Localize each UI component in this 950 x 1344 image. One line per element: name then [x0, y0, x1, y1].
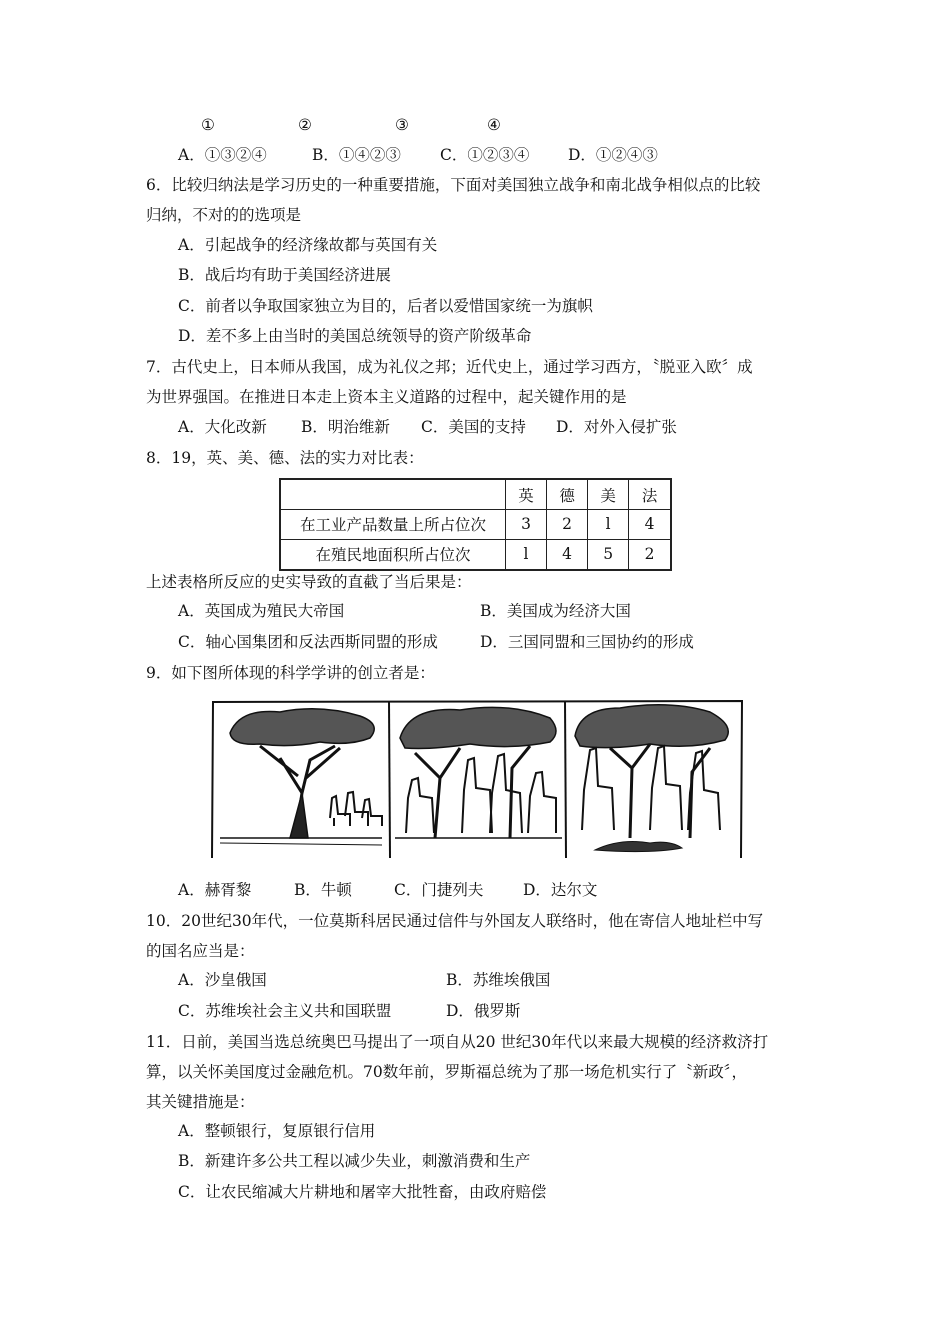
table-header-cell: 美: [588, 479, 629, 510]
table-header-cell: [280, 479, 506, 510]
power-comparison-table: [279, 478, 672, 571]
panel-3-giraffes: [582, 746, 720, 830]
q6-option-d: D．差不多上由当时的美国总统领导的资产阶级革命: [178, 327, 532, 345]
q10-option-a: A．沙皇俄国: [178, 971, 267, 989]
giraffe-evolution-figure: [210, 698, 744, 862]
q6-option-c: C．前者以争取国家独立为目的，后者以爱惜国家统一为旗帜: [178, 297, 593, 315]
q6-stem-line1: 6．比较归纳法是学习历史的一种重要措施，下面对美国独立战争和南北战争相似点的比较: [146, 176, 761, 194]
panel-3-dead-giraffe: [595, 842, 682, 852]
q6-stem-line2: 归纳，不对的的选项是: [146, 206, 302, 224]
circle-1: ①: [201, 116, 215, 134]
table-row: [280, 510, 671, 540]
circle-2: ②: [298, 116, 312, 134]
q7-option-c: C．美国的支持: [421, 418, 526, 436]
q11-stem-line2: 算，以关怀美国度过金融危机。70数年前，罗斯福总统为了那一场危机实行了〝新政〞，: [146, 1063, 747, 1081]
q11-stem-line1: 11．日前，美国当选总统奥巴马提出了一项自从20 世纪30年代以来最大规模的经济救济打: [146, 1033, 769, 1051]
circle-4: ④: [487, 116, 501, 134]
q11-option-c: C．让农民缩减大片耕地和屠宰大批牲畜，由政府赔偿: [178, 1183, 547, 1201]
q10-option-c: C．苏维埃社会主义共和国联盟: [178, 1002, 392, 1020]
table-cell: l: [506, 539, 547, 570]
table-cell: 4: [547, 539, 588, 570]
circle-3: ③: [395, 116, 409, 134]
table-header-row: [280, 479, 671, 510]
q9-option-a: A．赫胥黎: [178, 881, 252, 899]
q5-option-d: D．①②④③: [568, 146, 658, 164]
panel-1-tree: [220, 709, 382, 845]
q7-option-b: B．明治维新: [301, 418, 390, 436]
q6-option-b: B．战后均有助于美国经济进展: [178, 266, 391, 284]
q11-option-b: B．新建许多公共工程以减少失业，刺激消费和生产: [178, 1152, 531, 1170]
q11-option-a: A．整顿银行，复原银行信用: [178, 1122, 376, 1140]
q9-stem: 9．如下图所体现的科学学讲的创立者是：: [146, 664, 435, 682]
q10-stem-line1: 10．20世纪30年代，一位莫斯科居民通过信件与外国友人联络时，他在寄信人地址栏中写: [146, 912, 764, 930]
table-row-label: 在殖民地面积所占位次: [280, 539, 506, 570]
q7-option-a: A．大化改新: [178, 418, 267, 436]
q5-option-b: B．①④②③: [312, 146, 401, 164]
q6-option-a: A．引起战争的经济缘故都与英国有关: [178, 236, 438, 254]
table-cell: l: [588, 510, 629, 540]
table-cell: 2: [547, 510, 588, 540]
table-cell: 2: [629, 539, 671, 570]
q10-option-b: B．苏维埃俄国: [446, 971, 551, 989]
q8-after-text: 上述表格所反应的史实导致的直截了当后果是：: [146, 573, 472, 591]
table-row: [280, 539, 671, 570]
q8-option-a: A．英国成为殖民大帝国: [178, 602, 345, 620]
table-cell: 3: [506, 510, 547, 540]
table-header-cell: 英: [506, 479, 547, 510]
q10-stem-line2: 的国名应当是：: [146, 942, 255, 960]
q7-stem-line2: 为世界强国。在推进日本走上资本主义道路的过程中，起关键作用的是: [146, 388, 627, 406]
q5-option-c: C．①②③④: [440, 146, 530, 164]
table-cell: 5: [588, 539, 629, 570]
q9-option-d: D．达尔文: [523, 881, 598, 899]
q10-option-d: D．俄罗斯: [446, 1002, 521, 1020]
q8-option-b: B．美国成为经济大国: [480, 602, 631, 620]
table-cell: 4: [629, 510, 671, 540]
q8-option-c: C．轴心国集团和反法西斯同盟的形成: [178, 633, 438, 651]
panel-1-giraffes: [330, 792, 382, 826]
table-header-cell: 法: [629, 479, 671, 510]
q7-option-d: D．对外入侵扩张: [556, 418, 677, 436]
q5-option-a: A．①③②④: [178, 146, 267, 164]
q9-option-c: C．门捷列夫: [394, 881, 484, 899]
q8-option-d: D．三国同盟和三国协约的形成: [480, 633, 694, 651]
table-row-label: 在工业产品数量上所占位次: [280, 510, 506, 540]
table-header-cell: 德: [547, 479, 588, 510]
q9-option-b: B．牛顿: [294, 881, 352, 899]
q8-stem: 8．19，英、美、德、法的实力对比表：: [146, 449, 424, 467]
q11-stem-line3: 其关键措施是：: [146, 1093, 255, 1111]
q7-stem-line1: 7．古代史上，日本师从我国，成为礼仪之邦；近代史上，通过学习西方，〝脱亚入欧〞成: [146, 358, 753, 376]
